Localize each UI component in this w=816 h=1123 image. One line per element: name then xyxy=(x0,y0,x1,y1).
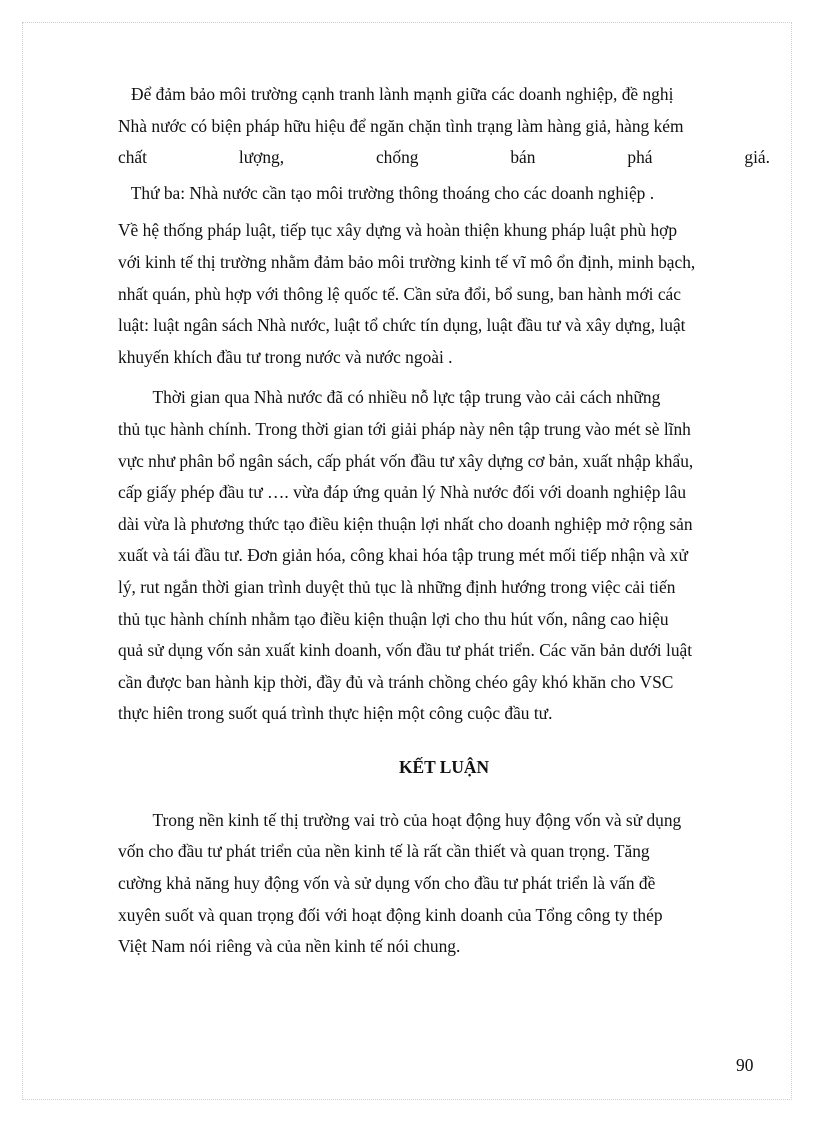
text-line: thủ tục hành chính nhằm tạo điều kiện thuận lợi cho thu hút vốn, nâng cao hiệu xyxy=(118,608,669,629)
text-line: Việt Nam nói riêng và của nền kinh tế nói chung. xyxy=(118,936,461,957)
paragraph-conclusion xyxy=(118,805,770,963)
word: bán xyxy=(510,147,536,168)
text-line: cấp giấy phép đầu tư …. vừa đáp ứng quản lý Nhà nước đối với doanh nghiệp lâu xyxy=(118,482,687,503)
text-line: với kinh tế thị trường nhằm đảm bảo môi trường kinh tế vĩ mô ổn định, minh bạch, xyxy=(118,251,696,272)
text-line: lý, rut ngắn thời gian trình duyệt thủ tục là những định hướng trong việc cải tiến xyxy=(118,576,676,597)
word: phá xyxy=(627,147,653,168)
text-line: quả sử dụng vốn sản xuất kinh doanh, vốn đầu tư phát triển. Các văn bản dưới luật xyxy=(118,640,693,661)
paragraph-third-point xyxy=(118,178,770,210)
word: giá. xyxy=(744,147,770,168)
text-line: thủ tục hành chính. Trong thời gian tới giải pháp này nên tập trung vào mét sè lĩnh xyxy=(118,418,691,439)
paragraph-administrative-reform xyxy=(118,382,770,730)
section-heading-conclusion: KẾT LUẬN xyxy=(398,756,490,777)
text-line: vực như phân bổ ngân sách, cấp phát vốn đầu tư xây dựng cơ bản, xuất nhập khẩu, xyxy=(118,450,694,471)
text-line: Thứ ba: Nhà nước cần tạo môi trường thông thoáng cho các doanh nghiệp . xyxy=(118,182,655,203)
text-line: Để đảm bảo môi trường cạnh tranh lành mạnh giữa các doanh nghiệp, đề nghị xyxy=(118,84,674,104)
text-line: khuyến khích đầu tư trong nước và nước ngoài . xyxy=(118,346,453,367)
paragraph-legal-system xyxy=(118,215,770,373)
word: lượng, xyxy=(238,147,285,168)
word: chống xyxy=(375,147,419,168)
text-line: cường khả năng huy động vốn và sử dụng vốn cho đầu tư phát triển là vấn đề xyxy=(118,873,656,894)
text-line: xuất và tái đầu tư. Đơn giản hóa, công khai hóa tập trung mét mối tiếp nhận và xử xyxy=(118,545,688,566)
text-line: Nhà nước có biện pháp hữu hiệu để ngăn chặn tình trạng làm hàng giả, hàng kém xyxy=(118,115,684,136)
text-line: xuyên suốt và quan trọng đối với hoạt động kinh doanh của Tổng công ty thép xyxy=(118,904,663,925)
text-line: luật: luật ngân sách Nhà nước, luật tổ chức tín dụng, luật đầu tư và xây dựng, luật xyxy=(118,315,686,336)
word: chất xyxy=(118,147,147,168)
text-line: nhất quán, phù hợp với thông lệ quốc tế. Cần sửa đổi, bổ sung, ban hành mới các xyxy=(118,283,681,304)
document-body xyxy=(118,79,770,963)
paragraph-competition xyxy=(118,79,770,174)
page-number: 90 xyxy=(736,1055,754,1075)
text-line: Trong nền kinh tế thị trường vai trò của hoạt động huy động vốn và sử dụng xyxy=(118,809,682,830)
text-line: thực hiên trong suốt quá trình thực hiện một công cuộc đầu tư. xyxy=(118,703,553,724)
text-line: Về hệ thống pháp luật, tiếp tục xây dựng và hoàn thiện khung pháp luật phù hợp xyxy=(118,220,678,241)
text-line-spread xyxy=(118,142,770,174)
text-line: cần được ban hành kịp thời, đầy đủ và tránh chồng chéo gây khó khăn cho VSC xyxy=(118,671,674,692)
text-line: dài vừa là phương thức tạo điều kiện thuận lợi nhất cho doanh nghiệp mở rộng sản xyxy=(118,513,693,534)
text-line: vốn cho đầu tư phát triển của nền kinh tế là rất cần thiết và quan trọng. Tăng xyxy=(118,841,650,862)
text-line: Thời gian qua Nhà nước đã có nhiều nỗ lực tập trung vào cải cách những xyxy=(118,387,661,408)
